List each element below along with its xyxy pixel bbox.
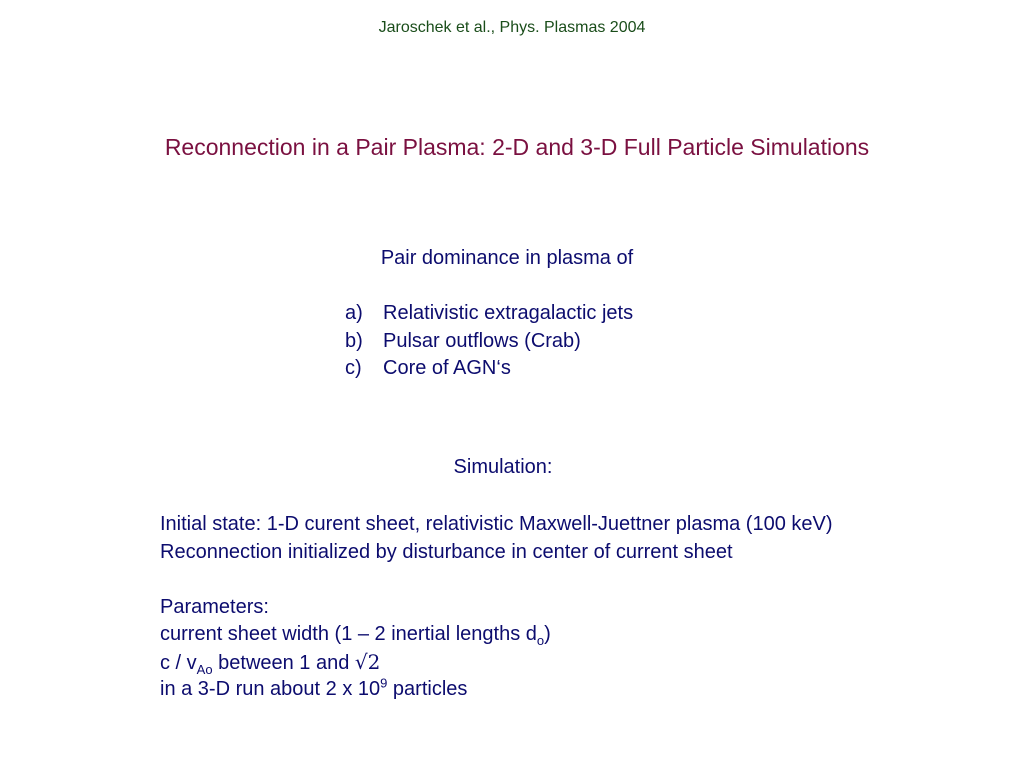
list-item-text: Pulsar outflows (Crab): [383, 329, 581, 352]
param-superscript: 9: [380, 675, 388, 691]
sqrt-two: √2: [354, 649, 381, 674]
reconnection-line: Reconnection initialized by disturbance in center of current sheet: [160, 540, 733, 563]
slide-title: Reconnection in a Pair Plasma: 2-D and 3-D Full Particle Simulations: [164, 134, 870, 160]
initial-state-line: Initial state: 1-D curent sheet, relativistic Maxwell-Juettner plasma (100 keV): [160, 513, 833, 535]
list-item-text: Core of AGN‘s: [383, 357, 511, 379]
param-text: c / v: [160, 651, 197, 674]
simulation-details: [160, 511, 1010, 704]
param-particle-count: [160, 676, 1010, 704]
param-text: in a 3-D run about 2 x 10: [160, 678, 381, 700]
simulation-heading: Simulation:: [453, 456, 553, 478]
param-text: between 1 and: [212, 651, 355, 674]
list-item: [345, 300, 633, 328]
param-velocity-ratio: [160, 649, 1010, 677]
param-text: ): [544, 623, 551, 645]
citation-text: Jaroschek et al., Phys. Plasmas 2004: [378, 19, 646, 36]
list-marker: c): [345, 357, 362, 379]
pair-dominance-heading: Pair dominance in plasma of: [380, 247, 634, 269]
list-item: [345, 355, 633, 383]
param-subscript: o: [536, 633, 545, 648]
list-marker: b): [345, 329, 363, 352]
param-subscript: Ao: [196, 661, 213, 677]
parameters-heading: Parameters:: [160, 595, 269, 618]
param-sheet-width: [160, 621, 1010, 649]
list-item-text: Relativistic extragalactic jets: [383, 302, 634, 324]
list-item: [345, 328, 633, 356]
param-text: particles: [387, 678, 468, 700]
list-marker: a): [345, 302, 363, 324]
param-text: current sheet width (1 – 2 inertial lengths d: [160, 623, 537, 645]
pair-dominance-list: [345, 300, 633, 383]
